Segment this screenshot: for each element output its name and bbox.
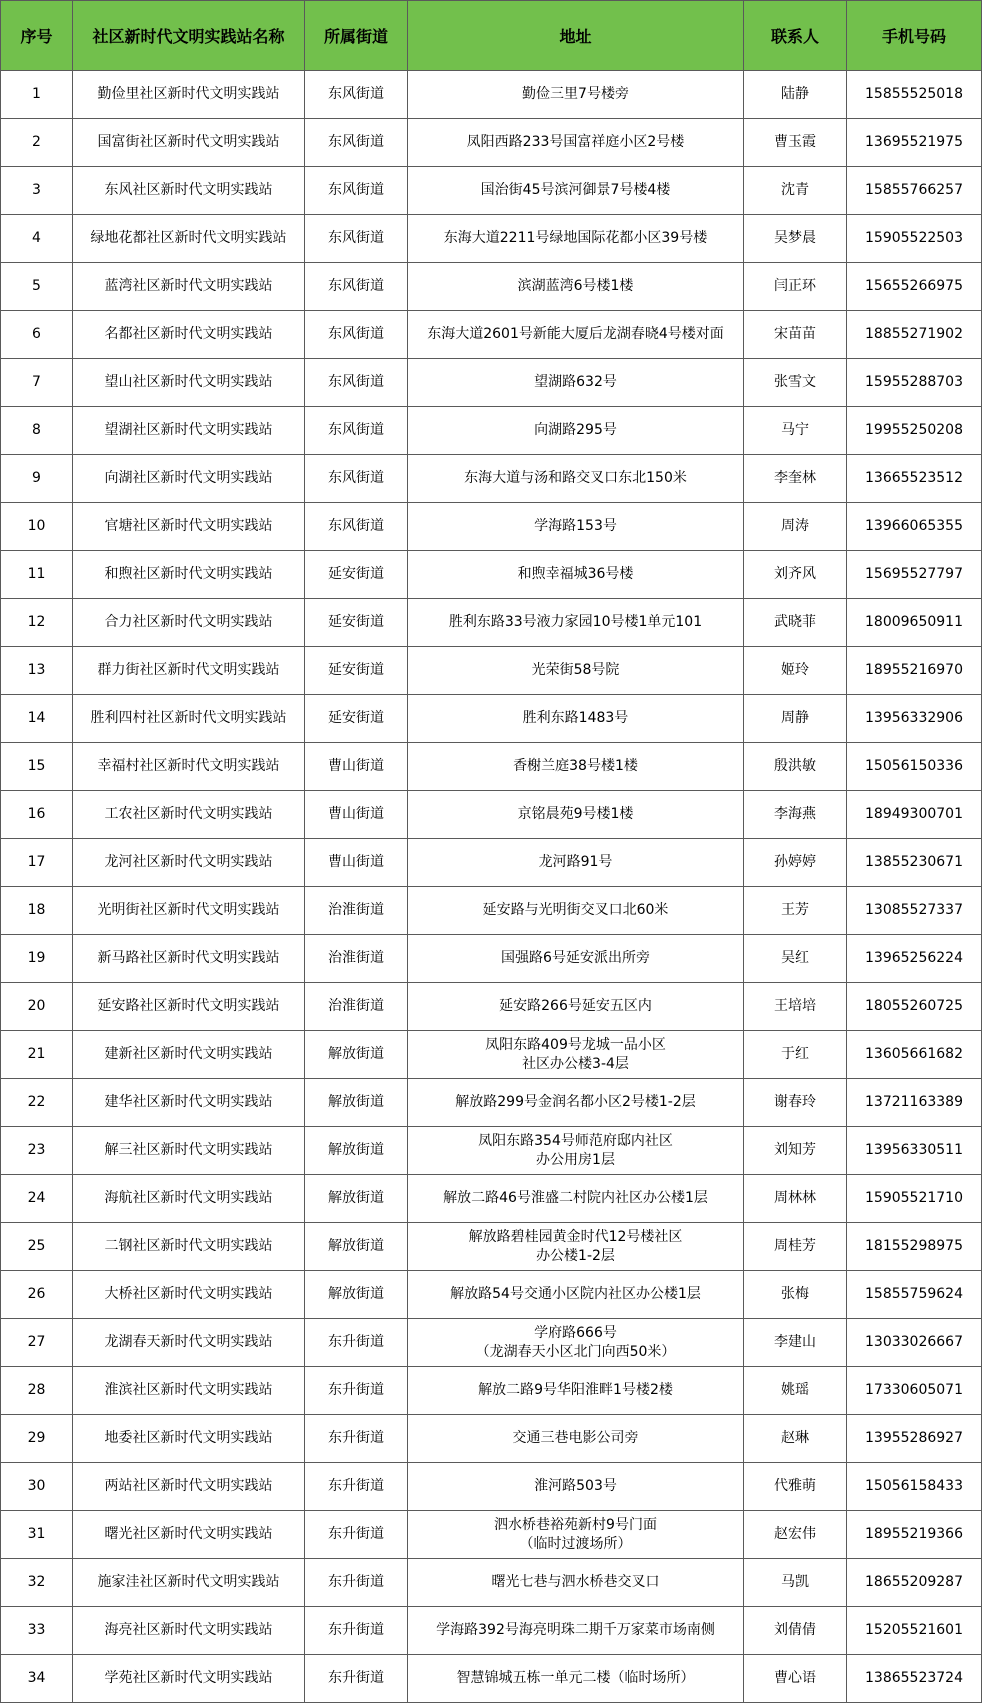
cell-address: 和煦幸福城36号楼 (408, 551, 744, 599)
table-row (1, 119, 982, 167)
cell-address: 凤阳西路233号国富祥庭小区2号楼 (408, 119, 744, 167)
cell-phone: 13033026667 (847, 1319, 982, 1367)
cell-index: 14 (1, 695, 73, 743)
cell-phone: 18155298975 (847, 1223, 982, 1271)
cell-street: 东风街道 (305, 71, 408, 119)
cell-index: 13 (1, 647, 73, 695)
cell-street: 东升街道 (305, 1415, 408, 1463)
cell-street: 曹山街道 (305, 791, 408, 839)
cell-address: 凤阳东路409号龙城一品小区 社区办公楼3-4层 (408, 1031, 744, 1079)
cell-station-name: 海亮社区新时代文明实践站 (73, 1607, 305, 1655)
cell-index: 21 (1, 1031, 73, 1079)
cell-contact: 赵宏伟 (744, 1511, 847, 1559)
table-row (1, 167, 982, 215)
cell-address: 解放路碧桂园黄金时代12号楼社区 办公楼1-2层 (408, 1223, 744, 1271)
cell-phone: 15855766257 (847, 167, 982, 215)
cell-station-name: 海航社区新时代文明实践站 (73, 1175, 305, 1223)
cell-contact: 周涛 (744, 503, 847, 551)
cell-station-name: 和煦社区新时代文明实践站 (73, 551, 305, 599)
header-address: 地址 (408, 1, 744, 71)
cell-index: 26 (1, 1271, 73, 1319)
table-row (1, 71, 982, 119)
cell-index: 20 (1, 983, 73, 1031)
cell-phone: 19955250208 (847, 407, 982, 455)
cell-street: 曹山街道 (305, 743, 408, 791)
table-row (1, 1559, 982, 1607)
cell-station-name: 龙湖春天新时代文明实践站 (73, 1319, 305, 1367)
cell-contact: 于红 (744, 1031, 847, 1079)
cell-phone: 13855230671 (847, 839, 982, 887)
cell-contact: 孙婷婷 (744, 839, 847, 887)
cell-phone: 13865523724 (847, 1655, 982, 1703)
cell-street: 解放街道 (305, 1223, 408, 1271)
cell-station-name: 新马路社区新时代文明实践站 (73, 935, 305, 983)
cell-address: 交通三巷电影公司旁 (408, 1415, 744, 1463)
cell-street: 东升街道 (305, 1655, 408, 1703)
cell-station-name: 淮滨社区新时代文明实践站 (73, 1367, 305, 1415)
cell-index: 19 (1, 935, 73, 983)
cell-contact: 吴梦晨 (744, 215, 847, 263)
cell-station-name: 勤俭里社区新时代文明实践站 (73, 71, 305, 119)
cell-address: 智慧锦城五栋一单元二楼（临时场所） (408, 1655, 744, 1703)
cell-phone: 18955219366 (847, 1511, 982, 1559)
table-row (1, 311, 982, 359)
cell-street: 东升街道 (305, 1511, 408, 1559)
cell-phone: 15205521601 (847, 1607, 982, 1655)
table-body (1, 71, 982, 1703)
cell-station-name: 学苑社区新时代文明实践站 (73, 1655, 305, 1703)
table-row (1, 1511, 982, 1559)
cell-contact: 谢春玲 (744, 1079, 847, 1127)
cell-station-name: 解三社区新时代文明实践站 (73, 1127, 305, 1175)
cell-index: 31 (1, 1511, 73, 1559)
cell-station-name: 龙河社区新时代文明实践站 (73, 839, 305, 887)
cell-phone: 15056158433 (847, 1463, 982, 1511)
cell-phone: 13085527337 (847, 887, 982, 935)
cell-phone: 18009650911 (847, 599, 982, 647)
cell-phone: 13956330511 (847, 1127, 982, 1175)
cell-station-name: 建华社区新时代文明实践站 (73, 1079, 305, 1127)
table-row (1, 551, 982, 599)
table-row (1, 1463, 982, 1511)
cell-station-name: 施家洼社区新时代文明实践站 (73, 1559, 305, 1607)
cell-index: 12 (1, 599, 73, 647)
cell-contact: 曹心语 (744, 1655, 847, 1703)
table-row (1, 215, 982, 263)
cell-phone: 15655266975 (847, 263, 982, 311)
table-row (1, 1319, 982, 1367)
cell-contact: 李奎林 (744, 455, 847, 503)
cell-address: 泗水桥巷裕苑新村9号门面 （临时过渡场所） (408, 1511, 744, 1559)
cell-phone: 18955216970 (847, 647, 982, 695)
cell-street: 东风街道 (305, 119, 408, 167)
cell-station-name: 东风社区新时代文明实践站 (73, 167, 305, 215)
cell-contact: 曹玉霞 (744, 119, 847, 167)
cell-street: 东风街道 (305, 455, 408, 503)
cell-phone: 17330605071 (847, 1367, 982, 1415)
table-row (1, 1079, 982, 1127)
cell-station-name: 光明街社区新时代文明实践站 (73, 887, 305, 935)
cell-contact: 张梅 (744, 1271, 847, 1319)
cell-index: 28 (1, 1367, 73, 1415)
cell-street: 东风街道 (305, 215, 408, 263)
cell-index: 17 (1, 839, 73, 887)
cell-phone: 13956332906 (847, 695, 982, 743)
cell-contact: 李建山 (744, 1319, 847, 1367)
cell-street: 东风街道 (305, 311, 408, 359)
cell-contact: 周林林 (744, 1175, 847, 1223)
cell-phone: 15056150336 (847, 743, 982, 791)
cell-index: 23 (1, 1127, 73, 1175)
cell-station-name: 延安路社区新时代文明实践站 (73, 983, 305, 1031)
cell-street: 解放街道 (305, 1079, 408, 1127)
table-row (1, 1175, 982, 1223)
cell-phone: 18655209287 (847, 1559, 982, 1607)
cell-index: 27 (1, 1319, 73, 1367)
cell-index: 16 (1, 791, 73, 839)
cell-address: 国治街45号滨河御景7号楼4楼 (408, 167, 744, 215)
cell-address: 勤俭三里7号楼旁 (408, 71, 744, 119)
cell-index: 2 (1, 119, 73, 167)
cell-contact: 马宁 (744, 407, 847, 455)
cell-contact: 姚瑶 (744, 1367, 847, 1415)
cell-index: 8 (1, 407, 73, 455)
cell-street: 延安街道 (305, 647, 408, 695)
cell-contact: 王培培 (744, 983, 847, 1031)
cell-phone: 15955288703 (847, 359, 982, 407)
cell-index: 9 (1, 455, 73, 503)
cell-index: 7 (1, 359, 73, 407)
cell-address: 香榭兰庭38号楼1楼 (408, 743, 744, 791)
cell-address: 胜利东路1483号 (408, 695, 744, 743)
cell-contact: 武晓菲 (744, 599, 847, 647)
header-street: 所属街道 (305, 1, 408, 71)
cell-address: 解放二路9号华阳淮畔1号楼2楼 (408, 1367, 744, 1415)
cell-address: 解放路299号金润名都小区2号楼1-2层 (408, 1079, 744, 1127)
cell-phone: 13966065355 (847, 503, 982, 551)
cell-index: 1 (1, 71, 73, 119)
table-row (1, 1223, 982, 1271)
cell-contact: 宋苗苗 (744, 311, 847, 359)
cell-contact: 殷洪敏 (744, 743, 847, 791)
cell-station-name: 向湖社区新时代文明实践站 (73, 455, 305, 503)
cell-index: 22 (1, 1079, 73, 1127)
cell-contact: 代雅萌 (744, 1463, 847, 1511)
cell-address: 延安路266号延安五区内 (408, 983, 744, 1031)
cell-street: 延安街道 (305, 695, 408, 743)
cell-street: 解放街道 (305, 1271, 408, 1319)
cell-station-name: 望山社区新时代文明实践站 (73, 359, 305, 407)
cell-address: 国强路6号延安派出所旁 (408, 935, 744, 983)
cell-contact: 马凯 (744, 1559, 847, 1607)
header-phone: 手机号码 (847, 1, 982, 71)
cell-street: 治淮街道 (305, 887, 408, 935)
cell-address: 延安路与光明街交叉口北60米 (408, 887, 744, 935)
cell-station-name: 建新社区新时代文明实践站 (73, 1031, 305, 1079)
cell-index: 29 (1, 1415, 73, 1463)
cell-contact: 李海燕 (744, 791, 847, 839)
cell-contact: 陆静 (744, 71, 847, 119)
cell-phone: 15855525018 (847, 71, 982, 119)
cell-contact: 刘倩倩 (744, 1607, 847, 1655)
table-row (1, 359, 982, 407)
cell-street: 东风街道 (305, 359, 408, 407)
table-row (1, 1367, 982, 1415)
cell-station-name: 两站社区新时代文明实践站 (73, 1463, 305, 1511)
cell-index: 25 (1, 1223, 73, 1271)
cell-index: 18 (1, 887, 73, 935)
cell-contact: 刘知芳 (744, 1127, 847, 1175)
cell-contact: 吴红 (744, 935, 847, 983)
cell-index: 30 (1, 1463, 73, 1511)
cell-station-name: 曙光社区新时代文明实践站 (73, 1511, 305, 1559)
cell-station-name: 官塘社区新时代文明实践站 (73, 503, 305, 551)
table-row (1, 887, 982, 935)
cell-phone: 15905522503 (847, 215, 982, 263)
cell-address: 解放二路46号淮盛二村院内社区办公楼1层 (408, 1175, 744, 1223)
cell-index: 4 (1, 215, 73, 263)
table-row (1, 1127, 982, 1175)
cell-index: 5 (1, 263, 73, 311)
table-row (1, 935, 982, 983)
cell-phone: 13955286927 (847, 1415, 982, 1463)
cell-phone: 13695521975 (847, 119, 982, 167)
cell-phone: 13605661682 (847, 1031, 982, 1079)
cell-station-name: 望湖社区新时代文明实践站 (73, 407, 305, 455)
cell-station-name: 合力社区新时代文明实践站 (73, 599, 305, 647)
cell-contact: 张雪文 (744, 359, 847, 407)
cell-street: 延安街道 (305, 599, 408, 647)
cell-station-name: 蓝湾社区新时代文明实践站 (73, 263, 305, 311)
cell-station-name: 名都社区新时代文明实践站 (73, 311, 305, 359)
table-row (1, 263, 982, 311)
cell-station-name: 群力街社区新时代文明实践站 (73, 647, 305, 695)
cell-address: 淮河路503号 (408, 1463, 744, 1511)
cell-street: 解放街道 (305, 1127, 408, 1175)
header-contact: 联系人 (744, 1, 847, 71)
cell-address: 学海路153号 (408, 503, 744, 551)
cell-street: 东升街道 (305, 1559, 408, 1607)
cell-address: 胜利东路33号液力家园10号楼1单元101 (408, 599, 744, 647)
cell-station-name: 地委社区新时代文明实践站 (73, 1415, 305, 1463)
cell-index: 11 (1, 551, 73, 599)
table-row (1, 839, 982, 887)
table-row (1, 791, 982, 839)
cell-address: 解放路54号交通小区院内社区办公楼1层 (408, 1271, 744, 1319)
cell-station-name: 国富街社区新时代文明实践站 (73, 119, 305, 167)
cell-contact: 王芳 (744, 887, 847, 935)
cell-phone: 18949300701 (847, 791, 982, 839)
cell-address: 向湖路295号 (408, 407, 744, 455)
header-row (1, 1, 982, 71)
cell-address: 曙光七巷与泗水桥巷交叉口 (408, 1559, 744, 1607)
table-row (1, 1031, 982, 1079)
cell-address: 学海路392号海亮明珠二期千万家菜市场南侧 (408, 1607, 744, 1655)
cell-index: 33 (1, 1607, 73, 1655)
cell-address: 学府路666号 （龙湖春天小区北门向西50米） (408, 1319, 744, 1367)
cell-address: 龙河路91号 (408, 839, 744, 887)
cell-street: 东风街道 (305, 167, 408, 215)
cell-index: 34 (1, 1655, 73, 1703)
cell-phone: 15855759624 (847, 1271, 982, 1319)
table-row (1, 1415, 982, 1463)
cell-address: 望湖路632号 (408, 359, 744, 407)
cell-contact: 刘齐风 (744, 551, 847, 599)
cell-contact: 赵琳 (744, 1415, 847, 1463)
cell-street: 东风街道 (305, 263, 408, 311)
table-row (1, 1271, 982, 1319)
table-row (1, 455, 982, 503)
table-row (1, 599, 982, 647)
cell-street: 治淮街道 (305, 935, 408, 983)
cell-station-name: 工农社区新时代文明实践站 (73, 791, 305, 839)
cell-index: 24 (1, 1175, 73, 1223)
cell-address: 东海大道2601号新能大厦后龙湖春晓4号楼对面 (408, 311, 744, 359)
table-row (1, 983, 982, 1031)
cell-contact: 周桂芳 (744, 1223, 847, 1271)
table-row (1, 407, 982, 455)
table-row (1, 647, 982, 695)
header-index: 序号 (1, 1, 73, 71)
table-row (1, 695, 982, 743)
cell-contact: 姬玲 (744, 647, 847, 695)
cell-phone: 18055260725 (847, 983, 982, 1031)
cell-address: 东海大道与汤和路交叉口东北150米 (408, 455, 744, 503)
cell-index: 10 (1, 503, 73, 551)
cell-street: 东升街道 (305, 1367, 408, 1415)
cell-station-name: 胜利四村社区新时代文明实践站 (73, 695, 305, 743)
cell-street: 解放街道 (305, 1175, 408, 1223)
cell-index: 15 (1, 743, 73, 791)
cell-index: 3 (1, 167, 73, 215)
cell-station-name: 二钢社区新时代文明实践站 (73, 1223, 305, 1271)
cell-address: 凤阳东路354号师范府邸内社区 办公用房1层 (408, 1127, 744, 1175)
cell-phone: 13665523512 (847, 455, 982, 503)
cell-phone: 13965256224 (847, 935, 982, 983)
cell-street: 东升街道 (305, 1463, 408, 1511)
cell-station-name: 幸福村社区新时代文明实践站 (73, 743, 305, 791)
cell-contact: 闫正环 (744, 263, 847, 311)
table-row (1, 1607, 982, 1655)
header-station-name: 社区新时代文明实践站名称 (73, 1, 305, 71)
cell-contact: 沈青 (744, 167, 847, 215)
cell-address: 滨湖蓝湾6号楼1楼 (408, 263, 744, 311)
table-row (1, 503, 982, 551)
cell-index: 6 (1, 311, 73, 359)
cell-station-name: 大桥社区新时代文明实践站 (73, 1271, 305, 1319)
cell-address: 京铭晨苑9号楼1楼 (408, 791, 744, 839)
cell-street: 东风街道 (305, 407, 408, 455)
cell-street: 东风街道 (305, 503, 408, 551)
table-row (1, 743, 982, 791)
cell-street: 解放街道 (305, 1031, 408, 1079)
cell-address: 光荣街58号院 (408, 647, 744, 695)
cell-phone: 15905521710 (847, 1175, 982, 1223)
cell-contact: 周静 (744, 695, 847, 743)
cell-phone: 13721163389 (847, 1079, 982, 1127)
cell-street: 东升街道 (305, 1319, 408, 1367)
cell-phone: 18855271902 (847, 311, 982, 359)
cell-street: 东升街道 (305, 1607, 408, 1655)
cell-street: 延安街道 (305, 551, 408, 599)
cell-street: 治淮街道 (305, 983, 408, 1031)
table-row (1, 1655, 982, 1703)
cell-phone: 15695527797 (847, 551, 982, 599)
cell-station-name: 绿地花都社区新时代文明实践站 (73, 215, 305, 263)
cell-address: 东海大道2211号绿地国际花都小区39号楼 (408, 215, 744, 263)
cell-street: 曹山街道 (305, 839, 408, 887)
cell-index: 32 (1, 1559, 73, 1607)
